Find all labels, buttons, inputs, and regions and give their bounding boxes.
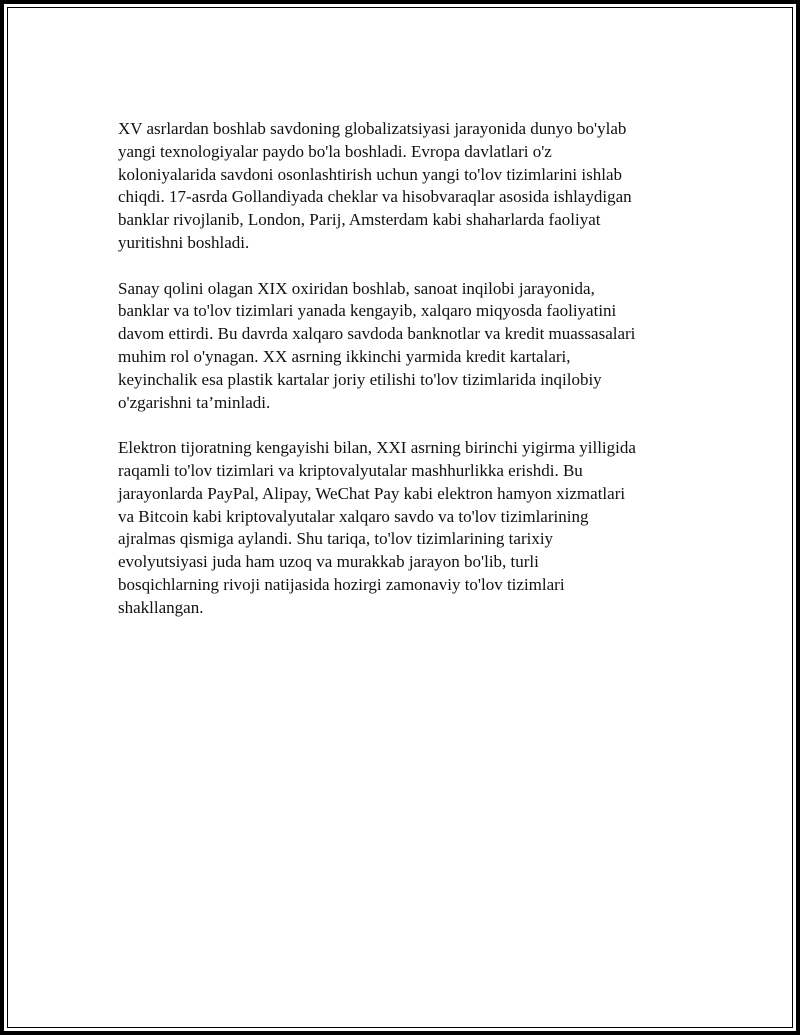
- text-line: va Bitcoin kabi kriptovalyutalar xalqaro savdo va to'lov tizimlarining: [118, 506, 589, 526]
- text-line: banklar va to'lov tizimlari yanada kengayib, xalqaro miqyosda faoliyatini: [118, 301, 617, 321]
- text-line: shakllangan.: [118, 597, 204, 617]
- paragraph-3: [118, 437, 688, 619]
- text-line: yangi texnologiyalar paydo bo'la boshladi. Evropa davlatlari o'z: [118, 141, 552, 161]
- text-line: banklar rivojlanib, London, Parij, Amsterdam kabi shaharlarda faoliyat: [118, 210, 601, 230]
- text-line: Sanay qolini olagan XIX oxiridan boshlab, sanoat inqilobi jarayonida,: [118, 278, 595, 298]
- text-line: bosqichlarning rivoji natijasida hozirgi zamonaviy to'lov tizimlari: [118, 574, 565, 594]
- text-line: muhim rol o'ynagan. XX asrning ikkinchi yarmida kredit kartalari,: [118, 346, 571, 366]
- text-line: ajralmas qismiga aylandi. Shu tariqa, to'lov tizimlarining tarixiy: [118, 529, 554, 549]
- paragraph-1: [118, 118, 688, 255]
- text-line: davom ettirdi. Bu davrda xalqaro savdoda banknotlar va kredit muassasalari: [118, 324, 636, 344]
- text-line: chiqdi. 17-asrda Gollandiyada cheklar va hisobvaraqlar asosida ishlaydigan: [118, 187, 632, 207]
- document-body: [118, 118, 688, 642]
- text-line: keyinchalik esa plastik kartalar joriy etilishi to'lov tizimlarida inqilobiy: [118, 369, 602, 389]
- paragraph-2: [118, 278, 688, 415]
- text-line: evolyutsiyasi juda ham uzoq va murakkab jarayon bo'lib, turli: [118, 552, 539, 572]
- text-line: Elektron tijoratning kengayishi bilan, XXI asrning birinchi yigirma yilligida: [118, 438, 636, 458]
- text-line: XV asrlardan boshlab savdoning globalizatsiyasi jarayonida dunyo bo'ylab: [118, 119, 627, 138]
- text-line: raqamli to'lov tizimlari va kriptovalyutalar mashhurlikka erishdi. Bu: [118, 460, 583, 480]
- text-line: yuritishni boshladi.: [118, 232, 250, 252]
- text-line: o'zgarishni ta’minladi.: [118, 392, 271, 412]
- text-line: koloniyalarida savdoni osonlashtirish uchun yangi to'lov tizimlarini ishlab: [118, 164, 623, 184]
- text-line: jarayonlarda PayPal, Alipay, WeChat Pay kabi elektron hamyon xizmatlari: [118, 483, 626, 503]
